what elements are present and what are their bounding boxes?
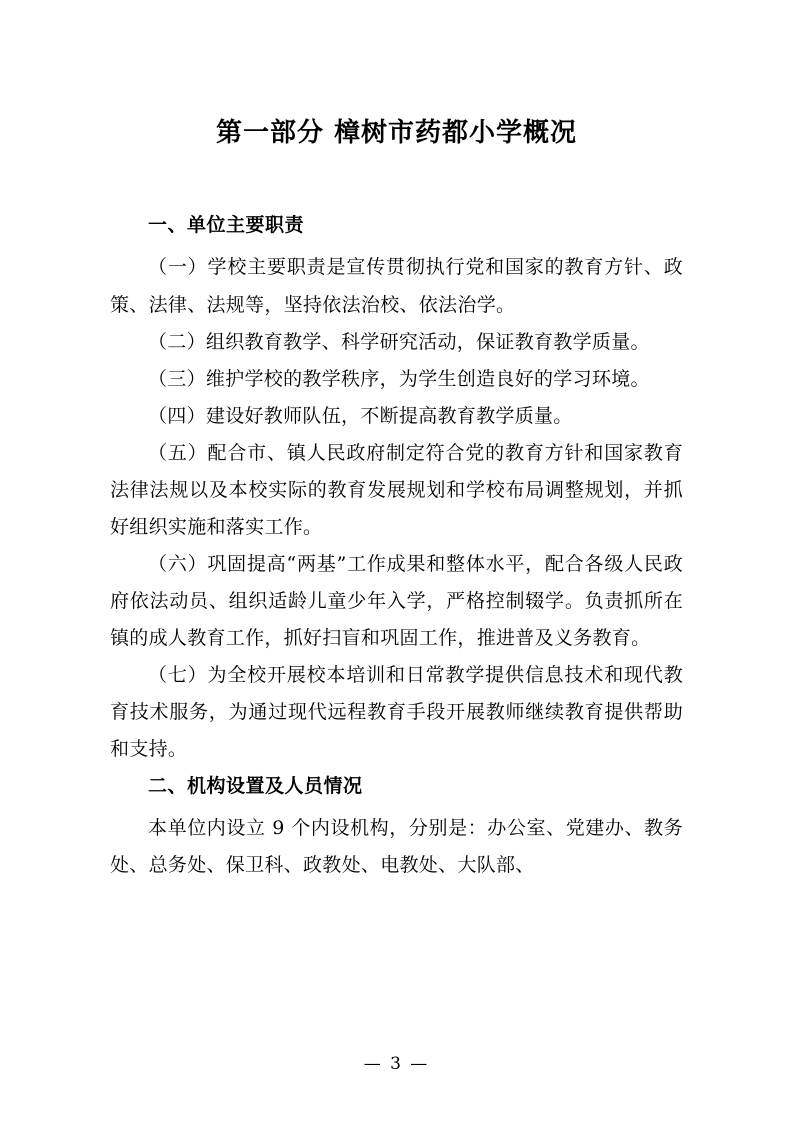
section-heading-organization: 二、机构设置及人员情况 — [148, 775, 363, 798]
page-title: 第一部分 樟树市药都小学概况 — [215, 118, 578, 148]
paragraph: （七）为全校开展校本培训和日常教学提供信息技术和现代教育技术服务，为通过现代远程教育手段开展教师继续教育提供帮助和支持。 — [110, 664, 683, 761]
paragraph: （五）配合市、镇人民政府制定符合党的教育方针和国家教育法律法规以及本校实际的教育发展规划和学校布局调整规划，并抓好组织实施和落实工作。 — [110, 441, 683, 538]
section-heading-duties: 一、单位主要职责 — [148, 214, 305, 237]
paragraph: （三）维护学校的教学秩序，为学生创造良好的学习环境。 — [148, 367, 650, 390]
page-number: — 3 — — [363, 1054, 430, 1074]
section-duties — [110, 207, 683, 768]
paragraph: （一）学校主要职责是宣传贯彻执行党和国家的教育方针、政策、法律、法规等，坚持依法治校、依法治学。 — [110, 256, 683, 316]
section-organization — [110, 768, 683, 884]
paragraph: 本单位内设立 9 个内设机构，分别是：办公室、党建办、教务处、总务处、保卫科、政教处、电教处、大队部、 — [110, 817, 683, 877]
paragraph: （六）巩固提高“两基”工作成果和整体水平，配合各级人民政府依法动员、组织适龄儿童少年入学，严格控制辍学。负责抓所在镇的成人教育工作，抓好扫盲和巩固工作，推进普及义务教育。 — [110, 552, 683, 649]
paragraph: （二）组织教育教学、科学研究活动，保证教育教学质量。 — [148, 330, 650, 353]
paragraph: （四）建设好教师队伍，不断提高教育教学质量。 — [148, 404, 573, 427]
